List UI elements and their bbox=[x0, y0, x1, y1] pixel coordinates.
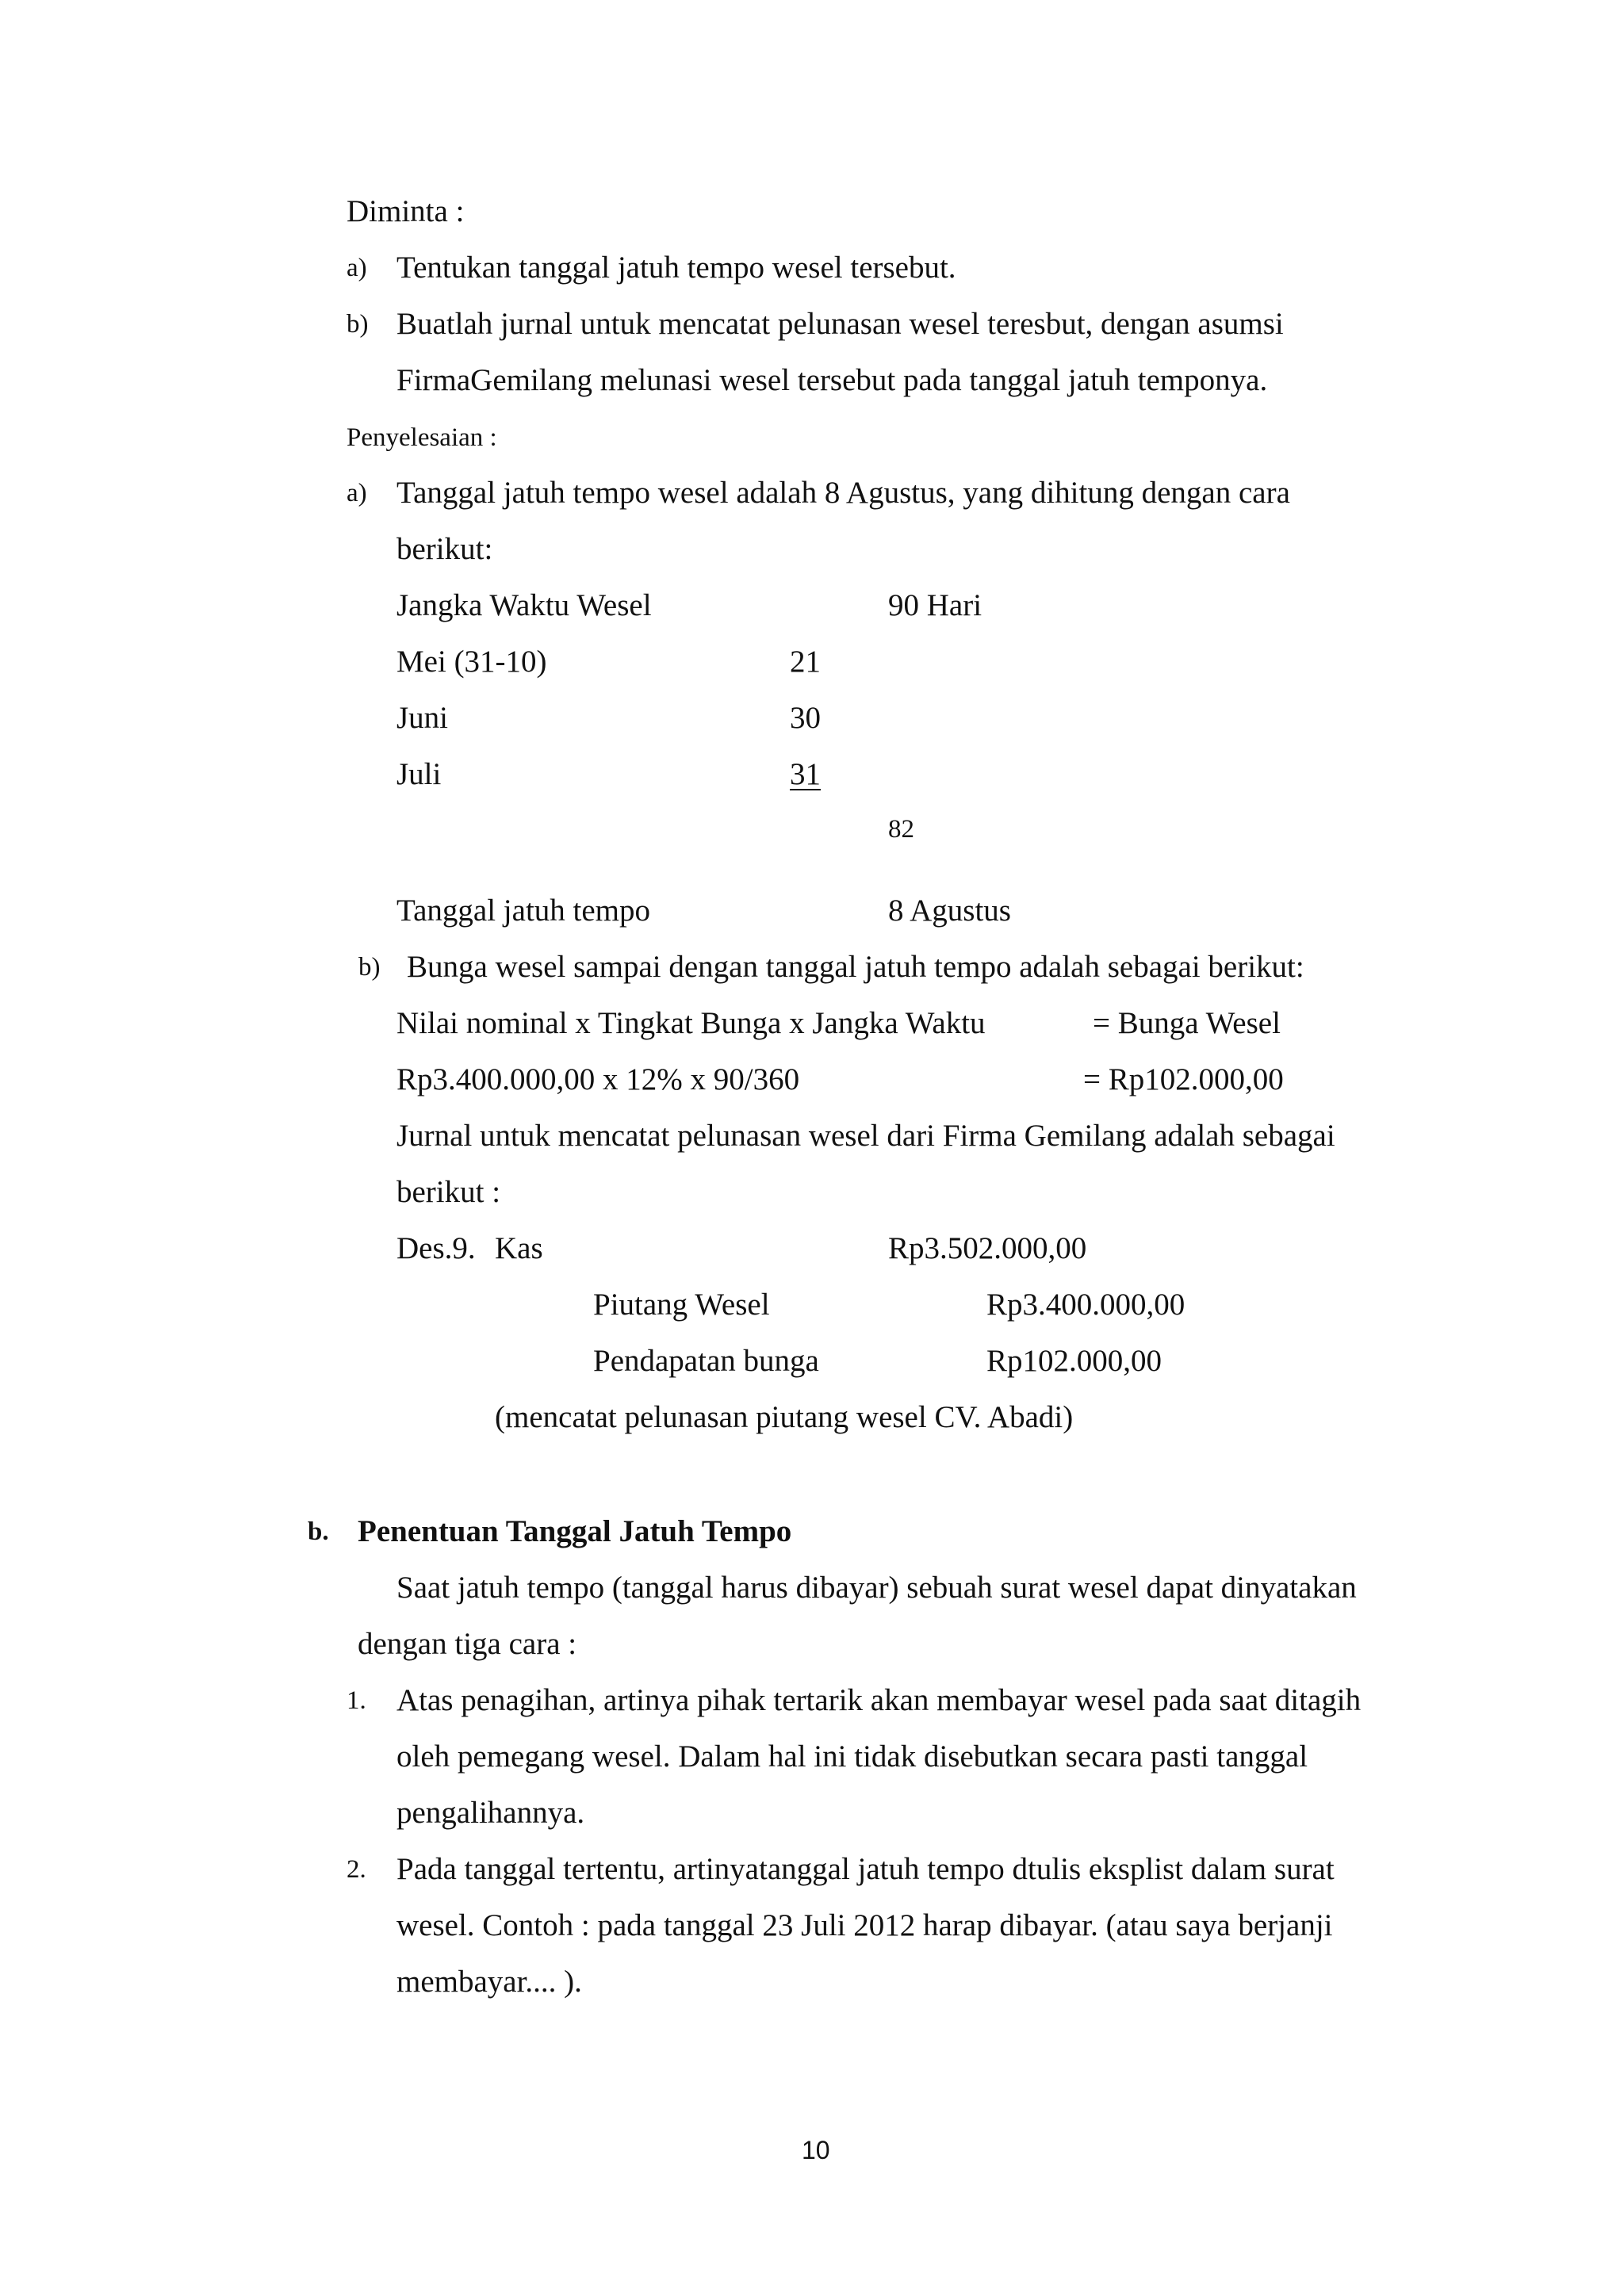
answer-a-line1: Tanggal jatuh tempo wesel adalah 8 Agustus, yang dihitung dengan cara bbox=[396, 476, 1290, 510]
journal-credit-amount: Rp102.000,00 bbox=[986, 1344, 1162, 1378]
journal-credit-account: Pendapatan bunga bbox=[593, 1344, 819, 1378]
journal-debit-account: Kas bbox=[495, 1231, 543, 1265]
section-intro-line1: Saat jatuh tempo (tanggal harus dibayar) sebuah surat wesel dapat dinyatakan bbox=[396, 1571, 1357, 1605]
jurnal-intro-line2: berikut : bbox=[396, 1175, 501, 1209]
answer-a-line2: berikut: bbox=[396, 532, 493, 566]
journal-debit-amount: Rp3.502.000,00 bbox=[888, 1231, 1087, 1265]
diminta-heading: Diminta : bbox=[347, 194, 465, 228]
calc-row-days: 21 bbox=[790, 645, 821, 679]
journal-date: Des.9. bbox=[396, 1231, 476, 1265]
list-marker: b) bbox=[347, 310, 369, 339]
calc-row-total: 90 Hari bbox=[888, 588, 982, 622]
calc-row-label: Juli bbox=[396, 757, 442, 791]
list-item-line: pengalihannya. bbox=[396, 1796, 585, 1830]
list-item-line: Pada tanggal tertentu, artinyatanggal jatuh tempo dtulis eksplist dalam surat bbox=[396, 1852, 1335, 1886]
list-item-line: membayar.... ). bbox=[396, 1965, 582, 1999]
calc-right: = Rp102.000,00 bbox=[1083, 1062, 1284, 1096]
calc-row-label: Juni bbox=[396, 701, 449, 735]
list-marker: 1. bbox=[347, 1686, 366, 1715]
due-date-label: Tanggal jatuh tempo bbox=[396, 894, 651, 928]
penyelesaian-heading: Penyelesaian : bbox=[347, 423, 497, 452]
list-item-line: Atas penagihan, artinya pihak tertarik akan membayar wesel pada saat ditagih bbox=[396, 1683, 1362, 1717]
calc-left: Rp3.400.000,00 x 12% x 90/360 bbox=[396, 1062, 800, 1096]
section-marker: b. bbox=[308, 1517, 329, 1546]
journal-credit-account: Piutang Wesel bbox=[593, 1288, 770, 1322]
answer-b-line1: Bunga wesel sampai dengan tanggal jatuh tempo adalah sebagai berikut: bbox=[407, 950, 1304, 984]
list-marker: b) bbox=[358, 953, 381, 982]
question-a: Tentukan tanggal jatuh tempo wesel tersebut. bbox=[396, 251, 956, 285]
due-date-value: 8 Agustus bbox=[888, 894, 1011, 928]
list-marker: 2. bbox=[347, 1855, 366, 1884]
calc-row-days: 31 bbox=[790, 757, 821, 791]
calc-row-days: 30 bbox=[790, 701, 821, 735]
formula-right: = Bunga Wesel bbox=[1093, 1006, 1281, 1040]
journal-note: (mencatat pelunasan piutang wesel CV. Abadi) bbox=[495, 1400, 1074, 1434]
question-b-line1: Buatlah jurnal untuk mencatat pelunasan wesel teresbut, dengan asumsi bbox=[396, 307, 1284, 341]
formula-left: Nilai nominal x Tingkat Bunga x Jangka Waktu bbox=[396, 1006, 986, 1040]
list-item-line: oleh pemegang wesel. Dalam hal ini tidak disebutkan secara pasti tanggal bbox=[396, 1739, 1308, 1774]
section-intro-line2: dengan tiga cara : bbox=[358, 1627, 577, 1661]
list-marker: a) bbox=[347, 254, 367, 282]
jurnal-intro-line1: Jurnal untuk mencatat pelunasan wesel dari Firma Gemilang adalah sebagai bbox=[396, 1119, 1335, 1153]
list-marker: a) bbox=[347, 479, 367, 507]
question-b-line2: FirmaGemilang melunasi wesel tersebut pada tanggal jatuh temponya. bbox=[396, 363, 1268, 397]
calc-row-label: Jangka Waktu Wesel bbox=[396, 588, 652, 622]
section-title: Penentuan Tanggal Jatuh Tempo bbox=[358, 1514, 792, 1548]
page-number: 10 bbox=[802, 2136, 830, 2164]
calc-subtotal: 82 bbox=[888, 815, 914, 844]
journal-credit-amount: Rp3.400.000,00 bbox=[986, 1288, 1185, 1322]
calc-row-label: Mei (31-10) bbox=[396, 645, 547, 679]
list-item-line: wesel. Contoh : pada tanggal 23 Juli 2012 harap dibayar. (atau saya berjanji bbox=[396, 1908, 1333, 1942]
